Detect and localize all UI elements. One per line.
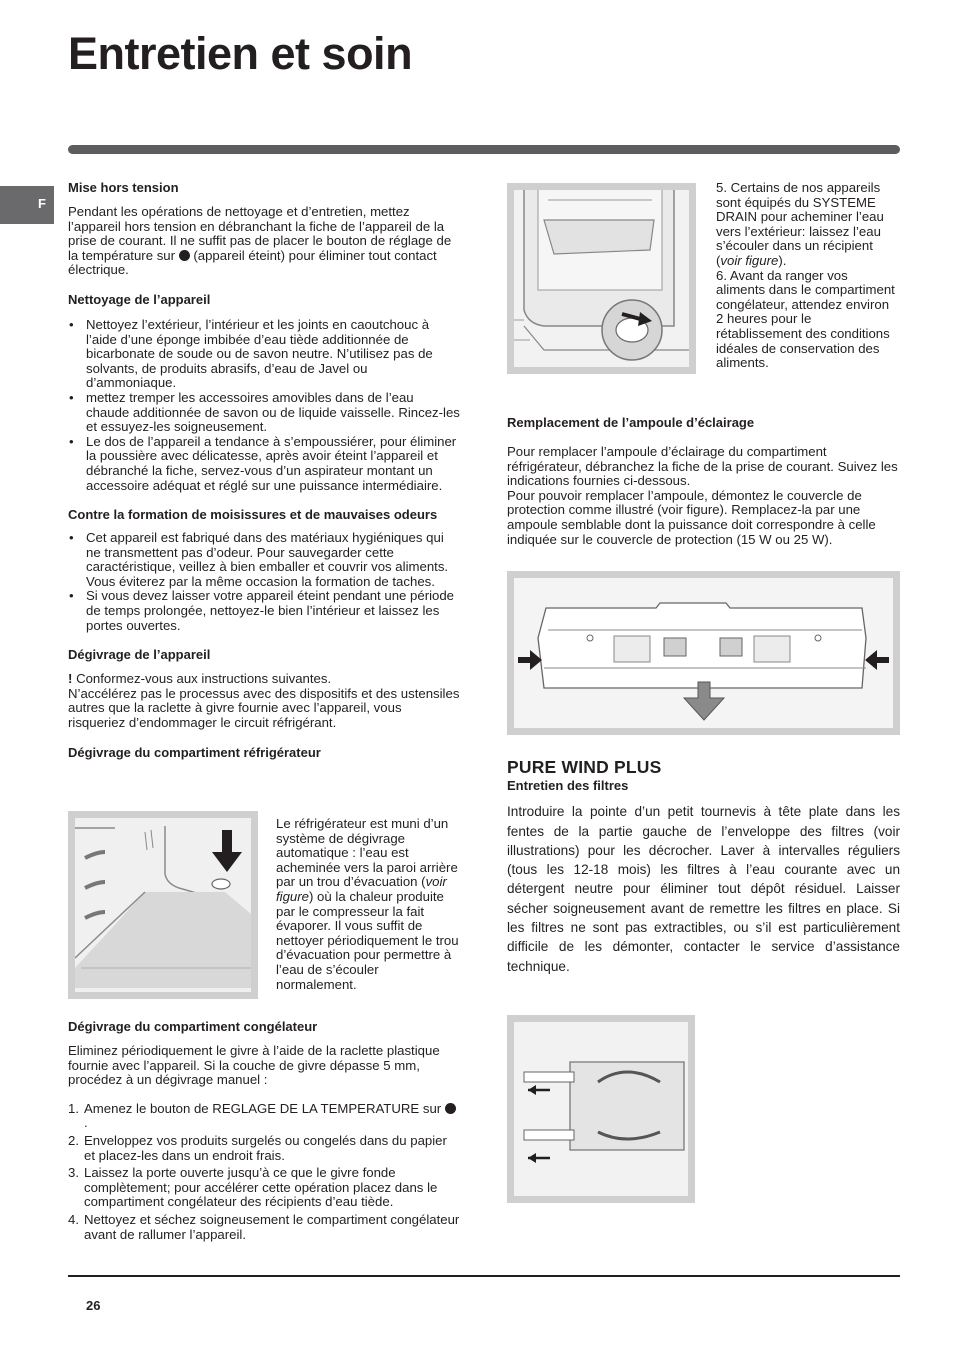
paragraph-degivrage-refrigerateur: Le réfrigérateur est muni d’un système de dégivrage automatique : l’eau est acheminée vers la paroi arrière par un trou d’évacuation (voir figure) où la chaleur produite par le compresseur la fait évaporer. Il vous suffit de nettoyer périodiquement le trou d’évacuation pour permettre à l’eau de s’écouler normalement. (276, 816, 459, 992)
paragraph-degivrage-congelateur: Eliminez périodiquement le givre à l’aide de la raclette plastique fournie avec l’appareil. Si la couche de givre dépasse 5 mm, procédez à un dégivrage manuel : (68, 1043, 440, 1088)
heading-pure-wind-plus: PURE WIND PLUS (507, 757, 662, 777)
warning-degivrage: ! Conformez-vous aux instructions suivantes. (68, 671, 332, 687)
lamp-cover-illustration (514, 578, 893, 728)
page-title: Entretien et soin (68, 28, 413, 79)
subheading-entretien-filtres: Entretien des filtres (507, 778, 629, 794)
right-column-filters (507, 758, 900, 976)
heading-nettoyage: Nettoyage de l’appareil (68, 291, 211, 307)
fridge-drain-illustration (75, 818, 251, 992)
list-item: • Nettoyez l’extérieur, l’intérieur et les joints en caoutchouc à l’aide d’une éponge imbibée d’eau tiède additionnée de bicarbonate de soude ou de savon neutre. N’utilisez pas de solvants, de produits abrasifs, d’eau de Javel ou d’ammoniaque. (68, 318, 460, 391)
list-item: • Cet appareil est fabriqué dans des matériaux hygiéniques qui ne transmettent pas d’odeur. Pour sauvegarder cette caractéristique, veillez à bien emballer et couvrir vos aliments. Vous éviterez par la même occasion la formation de taches. (68, 531, 460, 589)
list-item: 1. Amenez le bouton de REGLAGE DE LA TEMPERATURE sur . (68, 1102, 460, 1131)
left-column-top (68, 181, 460, 760)
heading-moisissures: Contre la formation de moisissures et de mauvaises odeurs (68, 507, 438, 523)
filter-figure (507, 1015, 695, 1203)
heading-degivrage-refrigerateur: Dégivrage du compartiment réfrigérateur (68, 744, 321, 760)
paragraph-mise-hors-tension: Pendant les opérations de nettoyage et d’entretien, mettez l’appareil hors tension en débranchant la fiche de l’appareil de la prise de courant. Il ne suffit pas de placer le bouton de réglage de la température sur (appareil éteint) pour éliminer tout contact électrique. (68, 204, 452, 278)
drain-system-illustration (514, 190, 689, 367)
list-nettoyage (68, 318, 460, 493)
language-tab (0, 186, 54, 224)
list-item: • Le dos de l’appareil a tendance à s’empoussiérer, pour éliminer la poussière avec délicatesse, après avoir éteint l’appareil et débranché la fiche, servez-vous d’un aspirateur montant un accessoire adéquat et réglé sur une puissance intermédiaire. (68, 435, 460, 493)
paragraph-filtres: Introduire la pointe d’un petit tournevis à tête plate dans les fentes de la partie gauche de l’enveloppe des filtres (voir illustrations) pour les décrocher. Laver à intervalles réguliers (tous les 12-18 mois) les filtres à l’eau courante avec un détergent neutre pour éliminer tout dépôt résiduel. Laisser sécher soigneusement avant de remettre les filtres en place. Si les filtres ne sont pas extractibles, ou s’il est particulièrement difficile de les démonter, contacter le service d’assistance technique. (507, 804, 900, 974)
right-column-lamp (507, 416, 900, 547)
page-number: 26 (86, 1298, 101, 1313)
steps-degivrage (68, 1102, 460, 1242)
off-position-icon (179, 250, 190, 261)
heading-degivrage: Dégivrage de l’appareil (68, 647, 211, 663)
warning-mark: ! (68, 671, 73, 687)
lamp-cover-figure (507, 571, 900, 735)
list-item: • Si vous devez laisser votre appareil éteint pendant une période de temps prolongée, nettoyez-le bien l’intérieur et laissez les portes ouvertes. (68, 589, 460, 633)
list-item: 4. Nettoyez et séchez soigneusement le compartiment congélateur avant de rallumer l’appareil. (68, 1211, 460, 1242)
paragraph-ampoule-b: Pour pouvoir remplacer l’ampoule, démontez le couvercle de protection comme illustré (voir figure). Remplacez-la par une ampoule semblable dont la puissance doit correspondre à celle indiquée sur le couvercle de protection (15 W ou 25 W). (507, 487, 876, 547)
list-moisissures (68, 531, 460, 633)
list-item: 3. Laissez la porte ouverte jusqu’à ce que le givre fonde complètement; pour accélérer cette opération placez dans le compartiment congélateur des récipients d’eau tiède. (68, 1165, 438, 1210)
footer-rule (68, 1275, 900, 1277)
heading-mise-hors-tension: Mise hors tension (68, 180, 179, 195)
drain-system-figure (507, 183, 696, 374)
list-item: 2. Enveloppez vos produits surgelés ou congelés dans du papier et placez-les dans un endroit frais. (68, 1132, 447, 1163)
heading-degivrage-congelateur: Dégivrage du compartiment congélateur (68, 1019, 318, 1034)
filter-illustration (514, 1022, 688, 1196)
off-position-icon (445, 1103, 456, 1114)
header-rule (68, 145, 900, 154)
language-tab-label: F (38, 196, 46, 211)
paragraph-drain: 5. Certains de nos appareils sont équipés du SYSTEME DRAIN pour acheminer l’eau vers l’extérieur: laissez l’eau s’écouler dans un récipient (voir figure). 6. Avant da ranger vos aliments dans le compartiment congélateur, attendez environ 2 heures pour le rétablissement des conditions idéales de conservation des aliments. (716, 180, 895, 371)
left-column-bottom (68, 1020, 460, 1245)
paragraph-degivrage: N’accélérez pas le processus avec des dispositifs et des ustensiles autres que la raclette à givre fournie avec l’appareil, vous risqueriez d’endommager le circuit réfrigérant. (68, 685, 460, 731)
paragraph-ampoule-a: Pour remplacer l’ampoule d’éclairage du compartiment réfrigérateur, débranchez la fiche de la prise de courant. Suivez les indications fournies ci-dessous. (507, 444, 898, 489)
list-item: • mettez tremper les accessoires amovibles dans de l’eau chaude additionnée de savon ou de liquide vaisselle. Rincez-les et essuyez-les soigneusement. (68, 391, 460, 435)
heading-ampoule: Remplacement de l’ampoule d’éclairage (507, 415, 755, 430)
fridge-defrost-figure (68, 811, 258, 999)
